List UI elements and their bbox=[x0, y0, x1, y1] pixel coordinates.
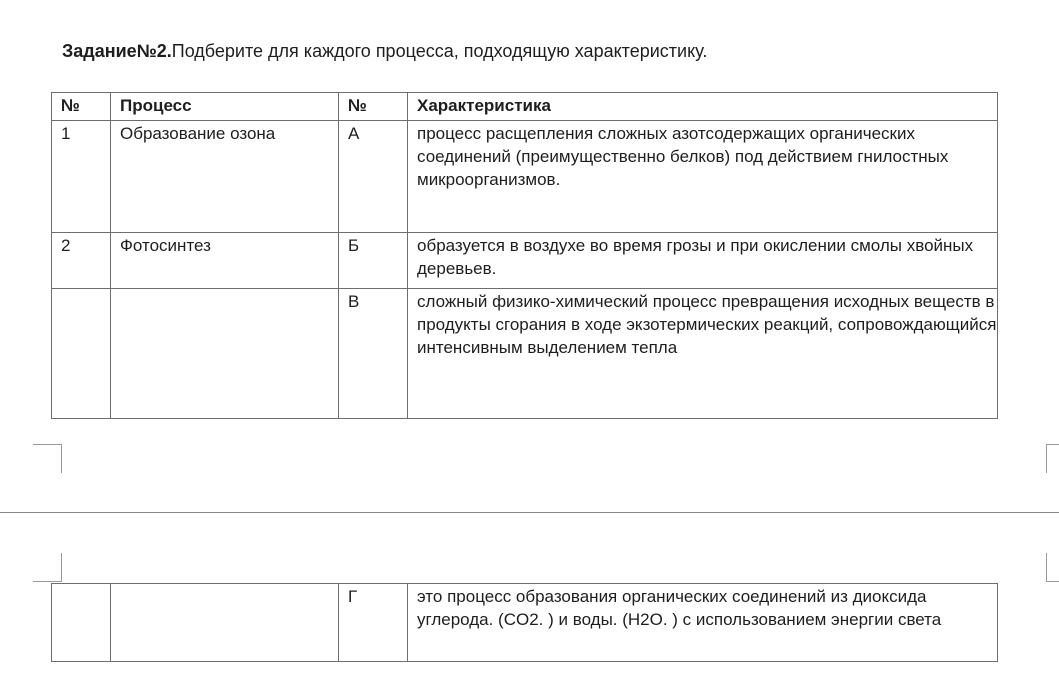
header-letter: № bbox=[339, 93, 408, 121]
table-row bbox=[52, 121, 998, 233]
header-characteristic: Характеристика bbox=[408, 93, 998, 121]
header-process: Процесс bbox=[111, 93, 339, 121]
cell-number bbox=[52, 289, 111, 419]
matching-table-continued bbox=[51, 583, 998, 662]
cell-process: Образование озона bbox=[111, 121, 339, 233]
cell-letter: А bbox=[339, 121, 408, 233]
cell-letter: В bbox=[339, 289, 408, 419]
task-title bbox=[62, 40, 707, 62]
cell-process bbox=[111, 289, 339, 419]
cell-process bbox=[111, 584, 339, 662]
cell-characteristic: образуется в воздухе во время грозы и при окислении смолы хвойных деревьев. bbox=[408, 233, 998, 289]
header-number: № bbox=[52, 93, 111, 121]
task-instruction: Подберите для каждого процесса, подходящую характеристику. bbox=[171, 41, 708, 61]
matching-table bbox=[51, 92, 998, 419]
cell-characteristic: процесс расщепления сложных азотсодержащих органических соединений (преимущественно белков) под действием гнилостных микроорганизмов. bbox=[408, 121, 998, 233]
cell-process: Фотосинтез bbox=[111, 233, 339, 289]
cell-number bbox=[52, 584, 111, 662]
page-break-divider bbox=[0, 512, 1059, 513]
cell-letter: Г bbox=[339, 584, 408, 662]
table-header-row bbox=[52, 93, 998, 121]
page-corner-mark bbox=[33, 444, 62, 473]
cell-letter: Б bbox=[339, 233, 408, 289]
cell-number: 2 bbox=[52, 233, 111, 289]
cell-number: 1 bbox=[52, 121, 111, 233]
table-row bbox=[52, 233, 998, 289]
page-corner-mark bbox=[1046, 553, 1059, 582]
page-corner-mark bbox=[33, 553, 62, 582]
cell-characteristic: это процесс образования органических соединений из диоксида углерода. (CO2. ) и воды. (H2O. ) с использованием энергии света bbox=[408, 584, 998, 662]
table-row bbox=[52, 584, 998, 662]
cell-characteristic: сложный физико-химический процесс превращения исходных веществ в продукты сгорания в ходе экзотермических реакций, сопровождающийся интенсивным выделением тепла bbox=[408, 289, 998, 419]
task-number: Задание№2. bbox=[62, 41, 172, 61]
page-corner-mark bbox=[1046, 444, 1059, 473]
table-row bbox=[52, 289, 998, 419]
